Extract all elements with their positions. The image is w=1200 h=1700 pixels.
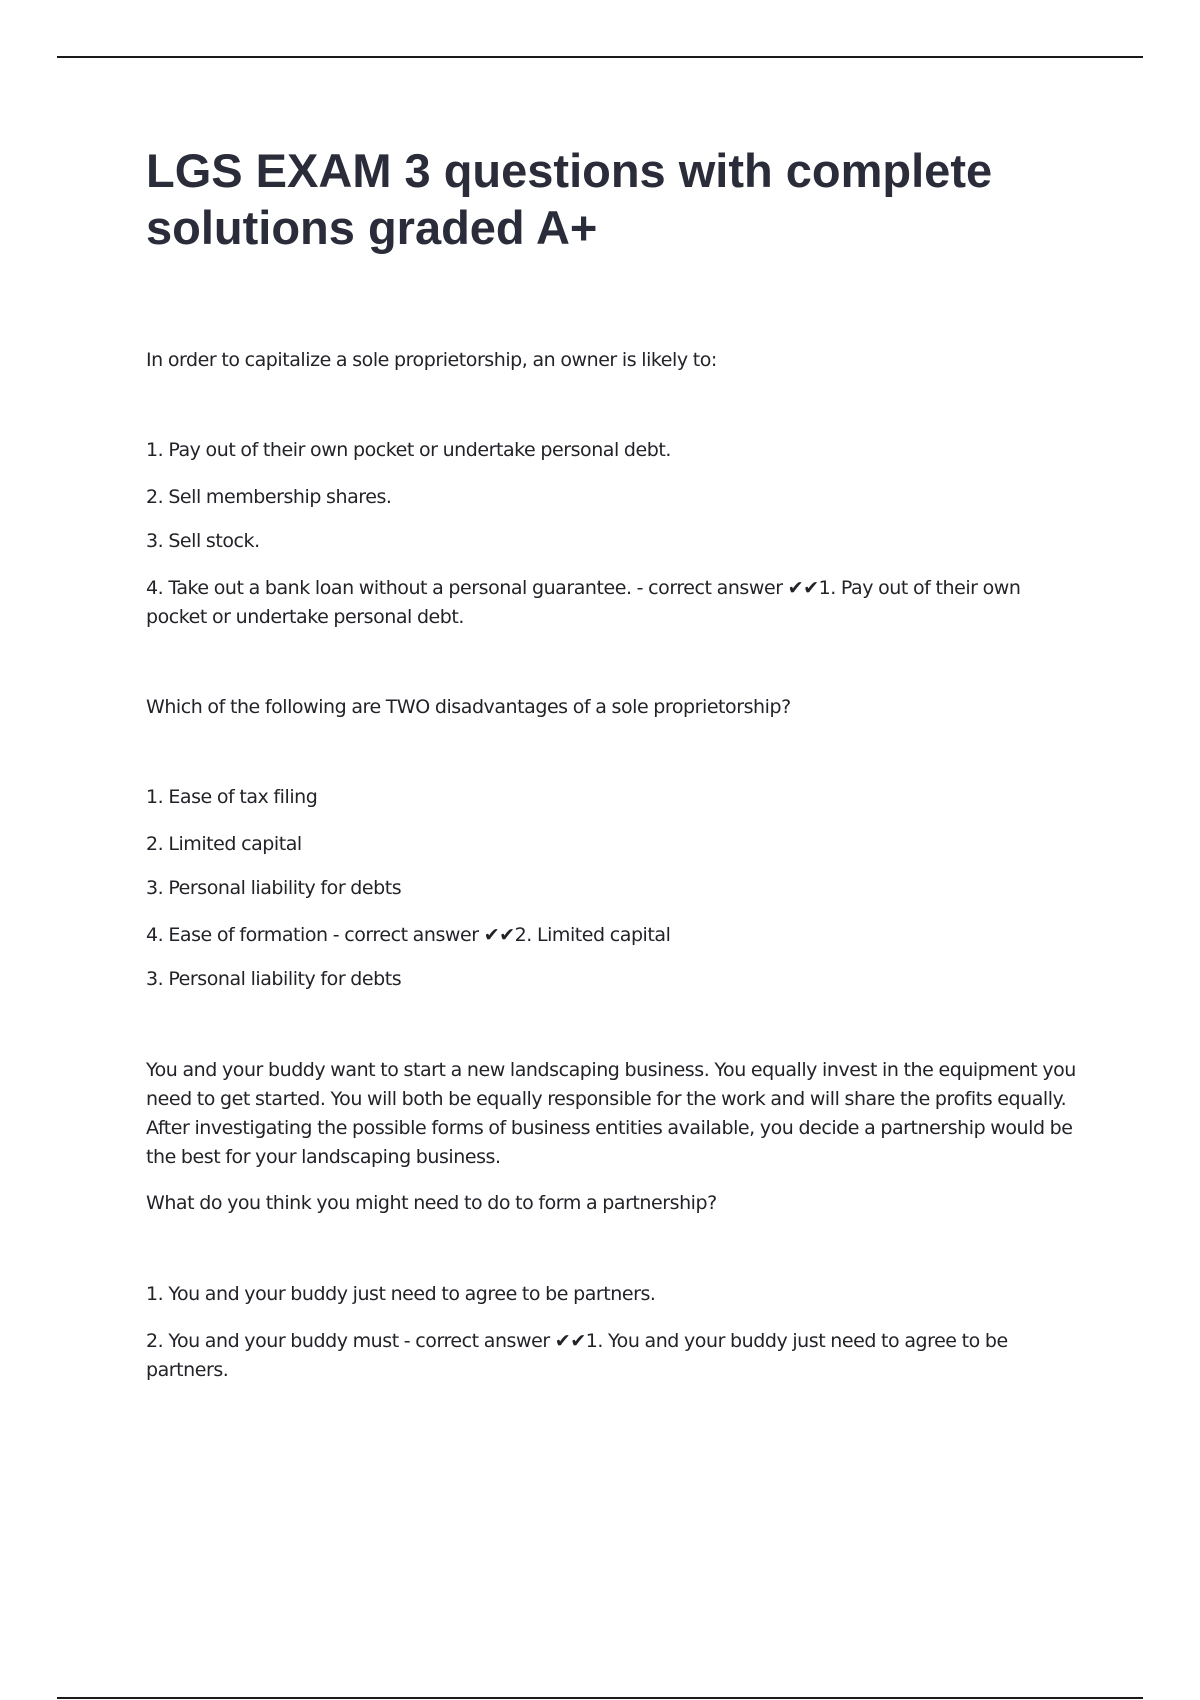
question-2-option-2: 2. Limited capital — [146, 833, 302, 855]
question-3-option-1: 1. You and your buddy just need to agree to be partners. — [146, 1283, 656, 1305]
question-3-option-2-answer: 2. You and your buddy must - correct answer ✔✔1. You and your buddy just need to agree to be partners. — [146, 1330, 1008, 1381]
top-rule — [57, 56, 1143, 58]
question-1-option-3: 3. Sell stock. — [146, 530, 260, 552]
question-3-scenario: You and your buddy want to start a new landscaping business. You equally invest in the equipment you need to get started. You will both be equally responsible for the work and will share the profits equally. After investigating the possible forms of business entities available, you decide a partnership would be the best for your landscaping business. — [146, 1059, 1076, 1168]
question-1-option-4-answer: 4. Take out a bank loan without a personal guarantee. - correct answer ✔✔1. Pay out of their own pocket or undertake personal debt. — [146, 577, 1021, 628]
question-2-option-4-answer: 4. Ease of formation - correct answer ✔✔2. Limited capital — [146, 924, 671, 946]
question-2-prompt: Which of the following are TWO disadvantages of a sole proprietorship? — [146, 696, 791, 718]
question-2-answer-continued: 3. Personal liability for debts — [146, 968, 402, 990]
question-1-prompt: In order to capitalize a sole proprietorship, an owner is likely to: — [146, 349, 717, 371]
question-1-option-2: 2. Sell membership shares. — [146, 486, 392, 508]
question-2-option-3: 3. Personal liability for debts — [146, 877, 402, 899]
bottom-rule — [57, 1697, 1143, 1699]
question-2-option-1: 1. Ease of tax filing — [146, 786, 318, 808]
question-1-option-1: 1. Pay out of their own pocket or undertake personal debt. — [146, 439, 671, 461]
document-title: LGS EXAM 3 questions with complete solutions graded A+ — [146, 144, 993, 254]
question-3-prompt: What do you think you might need to do to form a partnership? — [146, 1192, 717, 1214]
